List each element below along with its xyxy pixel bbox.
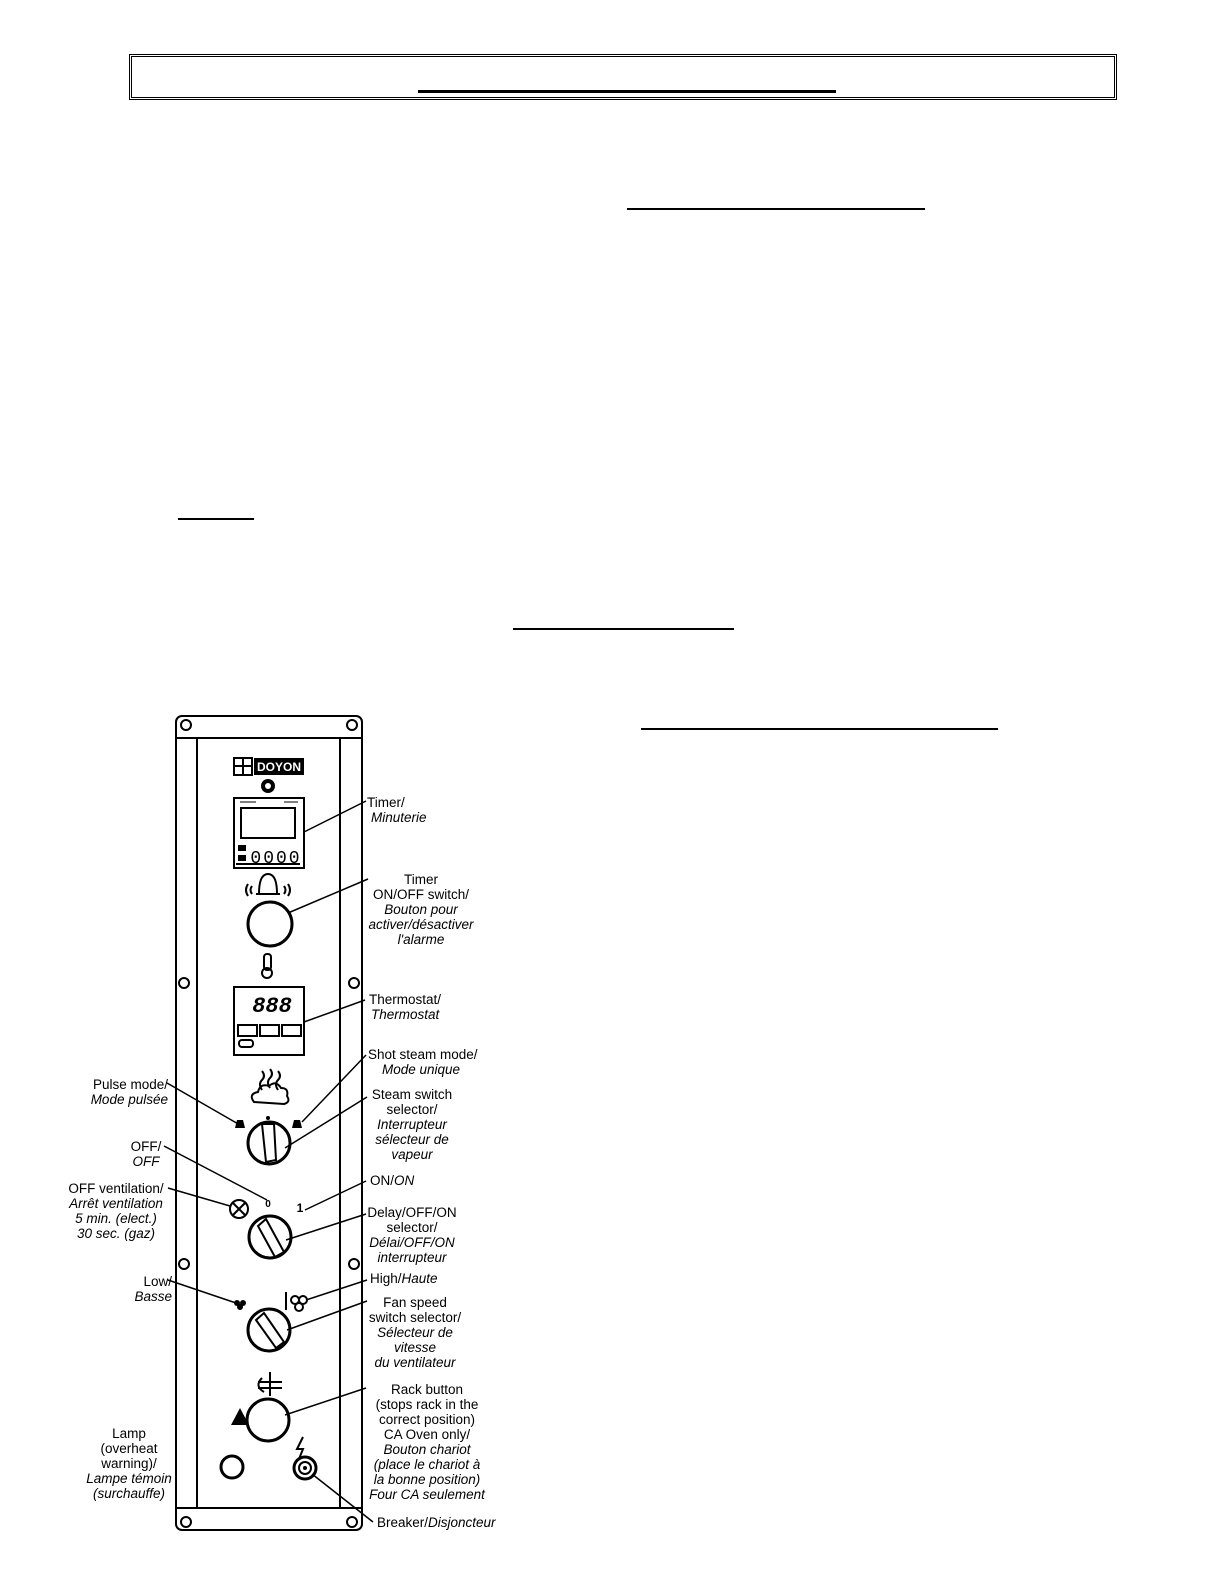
screw-tr bbox=[347, 720, 357, 730]
label-off: OFF/ OFF bbox=[130, 1139, 162, 1169]
label-steam-switch: Steam switch selector/ Interrupteur sélecteur de vapeur bbox=[371, 1087, 453, 1162]
timer-digits: 0000 bbox=[250, 849, 302, 869]
overheat-lamp bbox=[221, 1456, 243, 1478]
label-low: Low/ Basse bbox=[134, 1274, 172, 1304]
pulse-mode-icon bbox=[235, 1120, 245, 1128]
thermostat-digits: 888 bbox=[252, 994, 292, 1019]
label-fan-speed: Fan speed switch selector/ Sélecteur de vitesse du ventilateur bbox=[368, 1295, 462, 1370]
label-timer-switch: Timer ON/OFF switch/ Bouton pour activer/désactiver l'alarme bbox=[368, 872, 474, 947]
label-lamp: Lamp (overheat warning)/ Lampe témoin (surchauffe) bbox=[86, 1426, 172, 1501]
rack-rotation-icon bbox=[258, 1372, 282, 1396]
delay-selector-knob bbox=[249, 1216, 291, 1258]
fan-low-icon bbox=[234, 1300, 246, 1310]
mount-hole-r2 bbox=[349, 1259, 359, 1269]
label-thermostat: Thermostat/ Thermostat bbox=[369, 992, 442, 1022]
rack-button bbox=[247, 1399, 289, 1441]
steam-selector-knob bbox=[248, 1122, 290, 1164]
label-timer: Timer/ Minuterie bbox=[367, 795, 427, 825]
timer-switch-button bbox=[248, 902, 292, 946]
thermometer-icon bbox=[262, 954, 272, 978]
doyon-logo bbox=[234, 758, 304, 775]
mount-hole-l2 bbox=[179, 1259, 189, 1269]
label-on: ON/ON bbox=[370, 1173, 415, 1188]
bell-icon bbox=[246, 874, 290, 896]
label-delay-selector: Delay/OFF/ON selector/ Délai/OFF/ON interrupteur bbox=[367, 1205, 457, 1265]
mount-hole-r1 bbox=[349, 978, 359, 988]
label-off-ventilation: OFF ventilation/ Arrêt ventilation 5 min. (elect.) 30 sec. (gaz) bbox=[68, 1181, 164, 1241]
fan-off-icon bbox=[230, 1200, 248, 1218]
label-rack-button: Rack button (stops rack in the correct position) CA Oven only/ Bouton chariot (place le chariot à la bonne position) Four CA seulement bbox=[369, 1382, 485, 1502]
mark-zero: 0 bbox=[265, 1199, 271, 1210]
mount-hole-l1 bbox=[179, 978, 189, 988]
shot-steam-icon bbox=[292, 1120, 302, 1128]
timer-display-unit bbox=[234, 798, 304, 869]
fan-speed-knob bbox=[248, 1309, 290, 1351]
mark-one: 1 bbox=[296, 1201, 304, 1215]
screw-br bbox=[347, 1517, 357, 1527]
label-shot-steam: Shot steam mode/ Mode unique bbox=[368, 1047, 478, 1077]
label-pulse-mode: Pulse mode/ Mode pulsée bbox=[90, 1077, 168, 1107]
fan-high-icon bbox=[286, 1292, 307, 1311]
thermostat-display-unit bbox=[234, 987, 304, 1055]
label-breaker: Breaker/Disjoncteur bbox=[377, 1515, 496, 1530]
screw-tl bbox=[181, 720, 191, 730]
label-high: High/Haute bbox=[370, 1271, 438, 1286]
breaker-button bbox=[294, 1457, 316, 1479]
brand-text: DOYON bbox=[256, 760, 302, 774]
steam-icon bbox=[252, 1069, 289, 1104]
screw-bl bbox=[181, 1517, 191, 1527]
lightning-icon bbox=[297, 1437, 303, 1459]
